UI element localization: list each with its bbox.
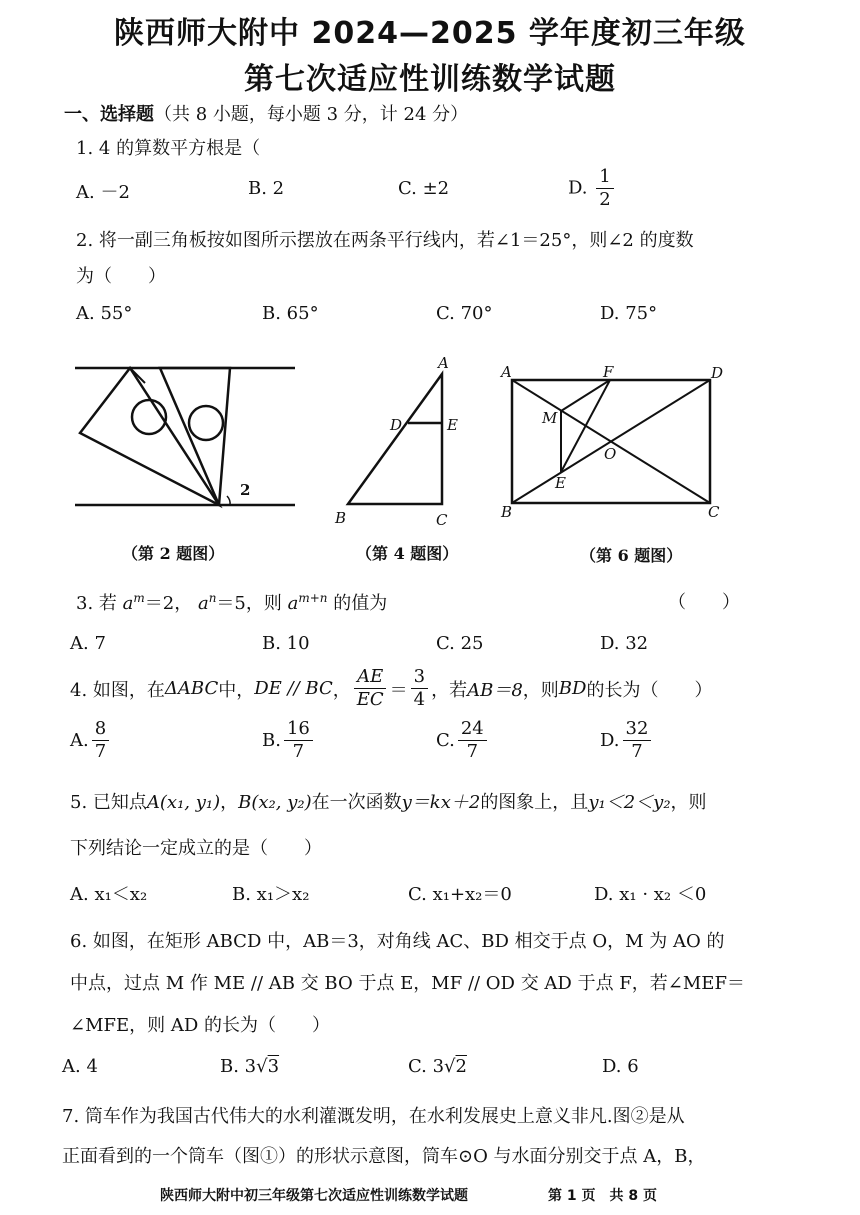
fraction-numerator: 32 — [623, 718, 652, 741]
label-c: C — [436, 511, 448, 529]
section-note: （共 8 小题，每小题 3 分，计 24 分） — [154, 104, 469, 125]
q3-stem — [76, 588, 387, 615]
fraction-denominator: 7 — [631, 741, 643, 762]
q4-parallel: DE // BC — [254, 678, 333, 699]
circle-hole-right — [189, 406, 223, 440]
fraction-denominator: 2 — [599, 189, 611, 210]
q6-option-a: A. 4 — [62, 1056, 98, 1077]
q4-value-fraction — [411, 666, 428, 711]
fraction-denominator: 4 — [413, 689, 426, 710]
q7-stem-line1: 7. 筒车作为我国古代伟大的水利灌溉发明，在水利发展史上意义非凡.图②是从 — [62, 1106, 685, 1127]
fraction-denominator: 7 — [292, 741, 305, 762]
q3-option-a: A. 7 — [70, 633, 106, 654]
q5-point-b: B(x₂, y₂) — [238, 792, 312, 813]
q1-option-d — [568, 166, 617, 211]
option-label: B. — [262, 730, 281, 751]
triangle-abc — [348, 374, 442, 504]
q5-point-a: A(x₁, y₁) — [146, 792, 221, 813]
radicand: 3 — [267, 1056, 280, 1077]
label-c: C — [708, 503, 720, 521]
label-e: E — [447, 416, 458, 434]
q4-option-d — [600, 718, 654, 763]
q1-option-c: C. ±2 — [398, 178, 450, 199]
label-o: O — [604, 445, 617, 463]
option-fraction — [623, 718, 652, 763]
q4-text: ， — [332, 679, 351, 701]
q4-triangle: ΔABC — [164, 678, 219, 699]
q3-base: a — [287, 593, 299, 614]
q1-option-d-label: D. — [568, 177, 588, 199]
q2-option-b: B. 65° — [262, 303, 319, 324]
q6-stem-line2: 中点，过点 M 作 ME // AB 交 BO 于点 E，MF // OD 交 AD 于点 F，若∠MEF＝ — [70, 973, 745, 994]
q3-exponent: m — [133, 591, 145, 605]
fraction-denominator: 7 — [94, 741, 107, 762]
figure-q6-diagram — [495, 360, 735, 525]
fraction-numerator: 3 — [411, 666, 428, 689]
fraction-numerator: 16 — [284, 718, 313, 741]
q1-option-a: A. －2 — [76, 182, 130, 203]
sqrt-icon: √ — [444, 1056, 456, 1077]
q4-text: ，若 — [431, 679, 468, 701]
q1-stem: 1. 4 的算数平方根是（ — [76, 138, 261, 159]
label-a: A — [501, 363, 512, 381]
q3-text: ＝5，则 — [216, 593, 282, 614]
q3-option-c: C. 25 — [436, 633, 484, 654]
q4-text: ，则 — [522, 679, 559, 701]
q5-stem-line1 — [70, 788, 707, 814]
fraction-numerator: 1 — [596, 166, 613, 189]
figure-q2-caption: （第 2 题图） — [122, 544, 225, 563]
q6-option-c — [408, 1056, 467, 1077]
q3-text: 的值为 — [333, 593, 388, 614]
option-fraction — [458, 718, 487, 763]
q6-option-d: D. 6 — [602, 1056, 639, 1077]
q6-stem-line3: ∠MFE，则 AD 的长为（ ） — [70, 1015, 331, 1036]
fraction-denominator: 7 — [466, 741, 479, 762]
q6-stem-line1: 6. 如图，在矩形 ABCD 中，AB＝3，对角线 AC、BD 相交于点 O，M 为 AO 的 — [70, 931, 725, 952]
q5-text: 5. 已知点 — [70, 792, 147, 813]
label-b: B — [501, 503, 513, 521]
q5-option-c: C. x₁+x₂＝0 — [408, 884, 512, 905]
q3-text: ＝2， — [144, 593, 193, 614]
figure-q4-caption: （第 4 题图） — [356, 544, 459, 563]
option-label: C. 3 — [408, 1056, 445, 1077]
q5-condition: y₁＜2＜y₂ — [588, 792, 671, 813]
q1-option-d-fraction — [596, 166, 613, 211]
label-d: D — [390, 416, 403, 434]
q4-bd: BD — [558, 678, 587, 699]
q4-text: ＝ — [389, 679, 408, 701]
option-label: C. — [436, 730, 455, 751]
fraction-numerator: AE — [354, 666, 386, 689]
figure-q6-caption: （第 6 题图） — [580, 546, 683, 565]
angle-2-arc — [227, 496, 230, 505]
q2-stem-line1: 2. 将一副三角板按如图所示摆放在两条平行线内，若∠1＝25°，则∠2 的度数 — [76, 230, 694, 251]
q4-text: 的长为（ ） — [586, 679, 713, 701]
option-fraction — [284, 718, 313, 763]
q4-text: 4. 如图，在 — [70, 679, 165, 701]
q5-function: y＝kx＋2 — [401, 792, 481, 813]
q5-option-b: B. x₁＞x₂ — [232, 884, 310, 905]
q3-answer-paren: （ ） — [668, 592, 740, 613]
q2-stem-line2: 为（ ） — [76, 266, 166, 287]
q3-base: a — [122, 593, 134, 614]
q4-option-a — [70, 718, 112, 763]
label-m: M — [542, 409, 558, 427]
q3-option-b: B. 10 — [262, 633, 310, 654]
exam-title-line2: 第七次适应性训练数学试题 — [244, 62, 616, 97]
q5-stem-line2: 下列结论一定成立的是（ ） — [70, 838, 322, 859]
q4-text: 中， — [218, 679, 255, 701]
figure-q4-diagram — [330, 352, 470, 530]
q4-stem — [70, 666, 712, 711]
option-label: A. — [70, 730, 89, 751]
q5-option-a: A. x₁＜x₂ — [70, 884, 148, 905]
q5-text: ， — [220, 792, 239, 813]
q2-option-c: C. 70° — [436, 303, 493, 324]
q6-option-b — [220, 1056, 279, 1077]
fraction-denominator: EC — [356, 689, 384, 710]
label-f: F — [603, 363, 614, 381]
radicand: 2 — [455, 1056, 467, 1077]
label-b: B — [335, 509, 347, 527]
figure-q2-diagram — [70, 355, 305, 520]
q4-option-c — [436, 718, 490, 763]
label-a: A — [438, 354, 449, 372]
q2-option-d: D. 75° — [600, 303, 658, 324]
label-d: D — [711, 364, 724, 382]
section-title: 一、选择题 — [64, 104, 154, 125]
q5-text: ，则 — [670, 792, 707, 813]
option-label: D. — [600, 730, 620, 751]
label-e: E — [555, 474, 566, 492]
option-label: B. 3 — [220, 1056, 257, 1077]
exam-title-line1: 陕西师大附中 2024—2025 学年度初三年级 — [114, 16, 746, 51]
q2-option-a: A. 55° — [76, 303, 133, 324]
q1-option-b: B. 2 — [248, 178, 285, 199]
footer-title: 陕西师大附中初三年级第七次适应性训练数学试题 — [160, 1188, 468, 1204]
q3-base: a — [197, 593, 209, 614]
q3-option-d: D. 32 — [600, 633, 649, 654]
q3-exponent: n — [208, 591, 217, 605]
q5-text: 的图象上，且 — [480, 792, 589, 813]
q3-exponent: m+n — [298, 591, 328, 605]
angle-2-label: 2 — [240, 481, 251, 499]
q4-ratio-fraction — [354, 666, 387, 711]
fraction-numerator: 24 — [458, 718, 487, 741]
q7-stem-line2: 正面看到的一个筒车（图①）的形状示意图，筒车⊙O 与水面分别交于点 A，B， — [62, 1146, 706, 1167]
option-fraction — [92, 718, 109, 763]
q5-text: 在一次函数 — [311, 792, 402, 813]
q3-text: 3. 若 — [76, 593, 117, 614]
q4-ab: AB＝8 — [467, 679, 523, 701]
sqrt-icon: √ — [256, 1056, 268, 1077]
q4-option-b — [262, 718, 316, 763]
footer-page-number: 第 1 页 共 8 页 — [548, 1188, 657, 1204]
fraction-numerator: 8 — [92, 718, 109, 741]
q5-option-d: D. x₁ · x₂ ＜0 — [594, 884, 707, 905]
set-square-left — [80, 368, 219, 505]
section-heading — [64, 100, 468, 126]
